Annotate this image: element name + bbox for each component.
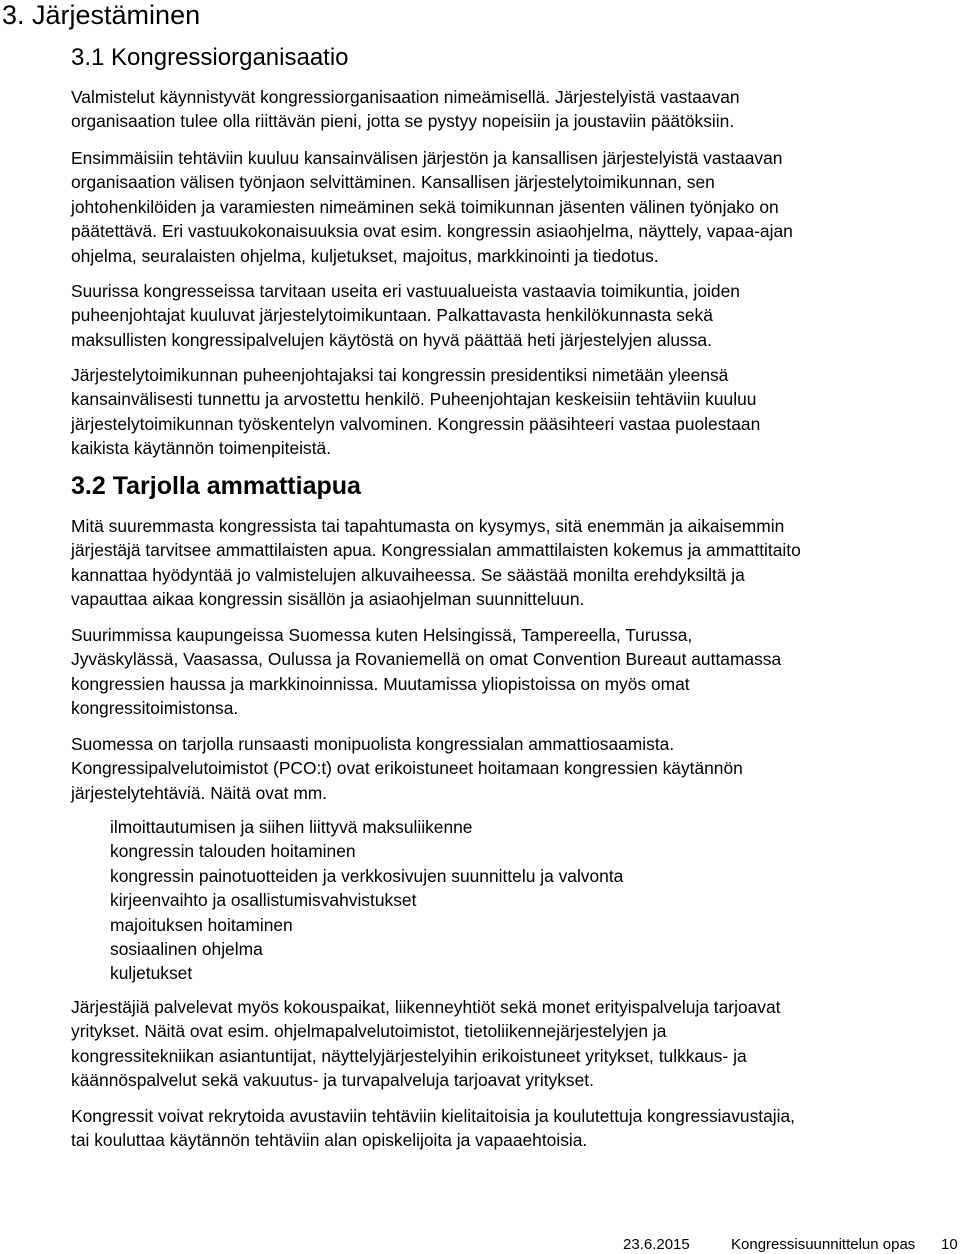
list-item: majoituksen hoitaminen: [110, 914, 293, 935]
text-line: Suurimmissa kaupungeissa Suomessa kuten Helsingissä, Tampereella, Turussa,: [71, 625, 693, 645]
text-line: kannattaa hyödyntää jo valmistelujen alkuvaiheessa. Se säästää monilta erehdyksiltä ja: [71, 564, 745, 585]
text-line: käännöspalvelut sekä vakuutus- ja turvapalveluja tarjoavat yritykset.: [71, 1070, 594, 1091]
text-line: Suomessa on tarjolla runsaasti monipuolista kongressialan ammattiosaamista.: [71, 734, 675, 754]
text-line: Järjestäjiä palvelevat myös kokouspaikat, liikenneyhtiöt sekä monet erityispalveluja tarjoavat: [71, 997, 781, 1017]
paragraph-3: [71, 279, 951, 352]
list-item: sosiaalinen ohjelma: [110, 939, 263, 960]
text-line: kansainvälisesti tunnettu ja arvostettu henkilö. Puheenjohtajan keskeisiin tehtäviin kuuluu: [71, 389, 757, 410]
section-title: 3. Järjestäminen: [2, 0, 201, 30]
pco-task-list: [110, 815, 623, 986]
paragraph-9: [71, 1104, 951, 1153]
paragraph-7: [71, 732, 951, 805]
list-item: kongressin talouden hoitaminen: [110, 841, 356, 862]
text-line: maksullisten kongressipalvelujen käytöstä on hyvä päättää heti järjestelyjen alussa.: [71, 329, 712, 350]
text-line: yritykset. Näitä ovat esim. ohjelmapalvelutoimistot, tietoliikennejärjestelyjen ja: [71, 1021, 667, 1042]
text-line: kaikista käytännön toimenpiteistä.: [71, 438, 332, 459]
paragraph-6: [71, 623, 951, 721]
text-line: kongressitekniikan asiantuntijat, näyttelyjärjestelyihin erikoistuneet yritykset, tulkkaus- ja: [71, 1045, 747, 1066]
text-line: vapauttaa aikaa kongressin sisällön ja asiaohjelman suunnitteluun.: [71, 589, 585, 610]
paragraph-2: [71, 146, 951, 268]
text-line: ohjelma, seuralaisten ohjelma, kuljetukset, majoitus, markkinointi ja tiedotus.: [71, 245, 659, 266]
footer-page-number: 10: [941, 1236, 958, 1253]
text-line: Mitä suuremmasta kongressista tai tapahtumasta on kysymys, sitä enemmän ja aikaisemmin: [71, 516, 785, 536]
list-item: kuljetukset: [110, 963, 193, 984]
text-line: Kongressit voivat rekrytoida avustaviin tehtäviin kielitaitoisia ja koulutettuja kongressiavustajia,: [71, 1106, 796, 1126]
text-line: kongressien haussa ja markkinoinnissa. Muutamissa yliopistoissa on myös omat: [71, 673, 690, 694]
list-item: kirjeenvaihto ja osallistumisvahvistukset: [110, 890, 417, 911]
text-line: Jyväskylässä, Vaasassa, Oulussa ja Rovaniemellä on omat Convention Bureaut auttamassa: [71, 649, 782, 670]
text-line: Valmistelut käynnistyvät kongressiorganisaation nimeämisellä. Järjestelyistä vastaavan: [71, 87, 740, 107]
paragraph-4: [71, 363, 951, 461]
text-line: järjestelytoimikunnan työskentelyn valvominen. Kongressin pääsihteeri vastaa puolestaan: [71, 413, 761, 434]
text-line: organisaation tulee olla riittävän pieni, jotta se pystyy nopeisiin ja joustaviin päätöksiin.: [71, 111, 735, 132]
text-line: Ensimmäisiin tehtäviin kuuluu kansainvälisen järjestön ja kansallisen järjestelyistä vastaavan: [71, 148, 783, 168]
text-line: tai kouluttaa käytännön tehtäviin alan opiskelijoita ja vapaaehtoisia.: [71, 1130, 588, 1151]
list-item: ilmoittautumisen ja siihen liittyvä maksuliikenne: [110, 817, 473, 837]
text-line: päätettävä. Eri vastuukokonaisuuksia ovat esim. kongressin asiaohjelma, näyttely, vapaa-ajan: [71, 221, 793, 242]
text-line: järjestäjä tarvitsee ammattilaisten apua. Kongressialan ammattilaisten kokemus ja ammattitaito: [71, 540, 801, 561]
text-line: organisaation välisen työnjaon selvittäminen. Kansallisen järjestelytoimikunnan, sen: [71, 172, 715, 193]
text-line: järjestelytehtäviä. Näitä ovat mm.: [71, 782, 328, 803]
subsection-title-professional-help: 3.2 Tarjolla ammattiapua: [71, 472, 361, 500]
paragraph-1: [71, 85, 951, 134]
paragraph-8: [71, 995, 951, 1093]
footer-date: 23.6.2015: [623, 1236, 690, 1253]
footer-title: Kongressisuunnittelun opas: [731, 1236, 916, 1253]
text-line: Järjestelytoimikunnan puheenjohtajaksi tai kongressin presidentiksi nimetään yleensä: [71, 365, 729, 385]
list-item: kongressin painotuotteiden ja verkkosivujen suunnittelu ja valvonta: [110, 865, 624, 886]
text-line: kongressitoimistonsa.: [71, 698, 239, 719]
subsection-title-organization: 3.1 Kongressiorganisaatio: [71, 44, 349, 71]
text-line: johtohenkilöiden ja varamiesten nimeäminen sekä toimikunnan jäsenten välinen työnjako on: [71, 196, 779, 217]
paragraph-5: [71, 514, 951, 612]
text-line: Kongressipalvelutoimistot (PCO:t) ovat erikoistuneet hoitamaan kongressien käytännön: [71, 758, 743, 779]
text-line: Suurissa kongresseissa tarvitaan useita eri vastuualueista vastaavia toimikuntia, joiden: [71, 281, 740, 301]
text-line: puheenjohtajat kuuluvat järjestelytoimikuntaan. Palkattavasta henkilökunnasta sekä: [71, 305, 713, 326]
